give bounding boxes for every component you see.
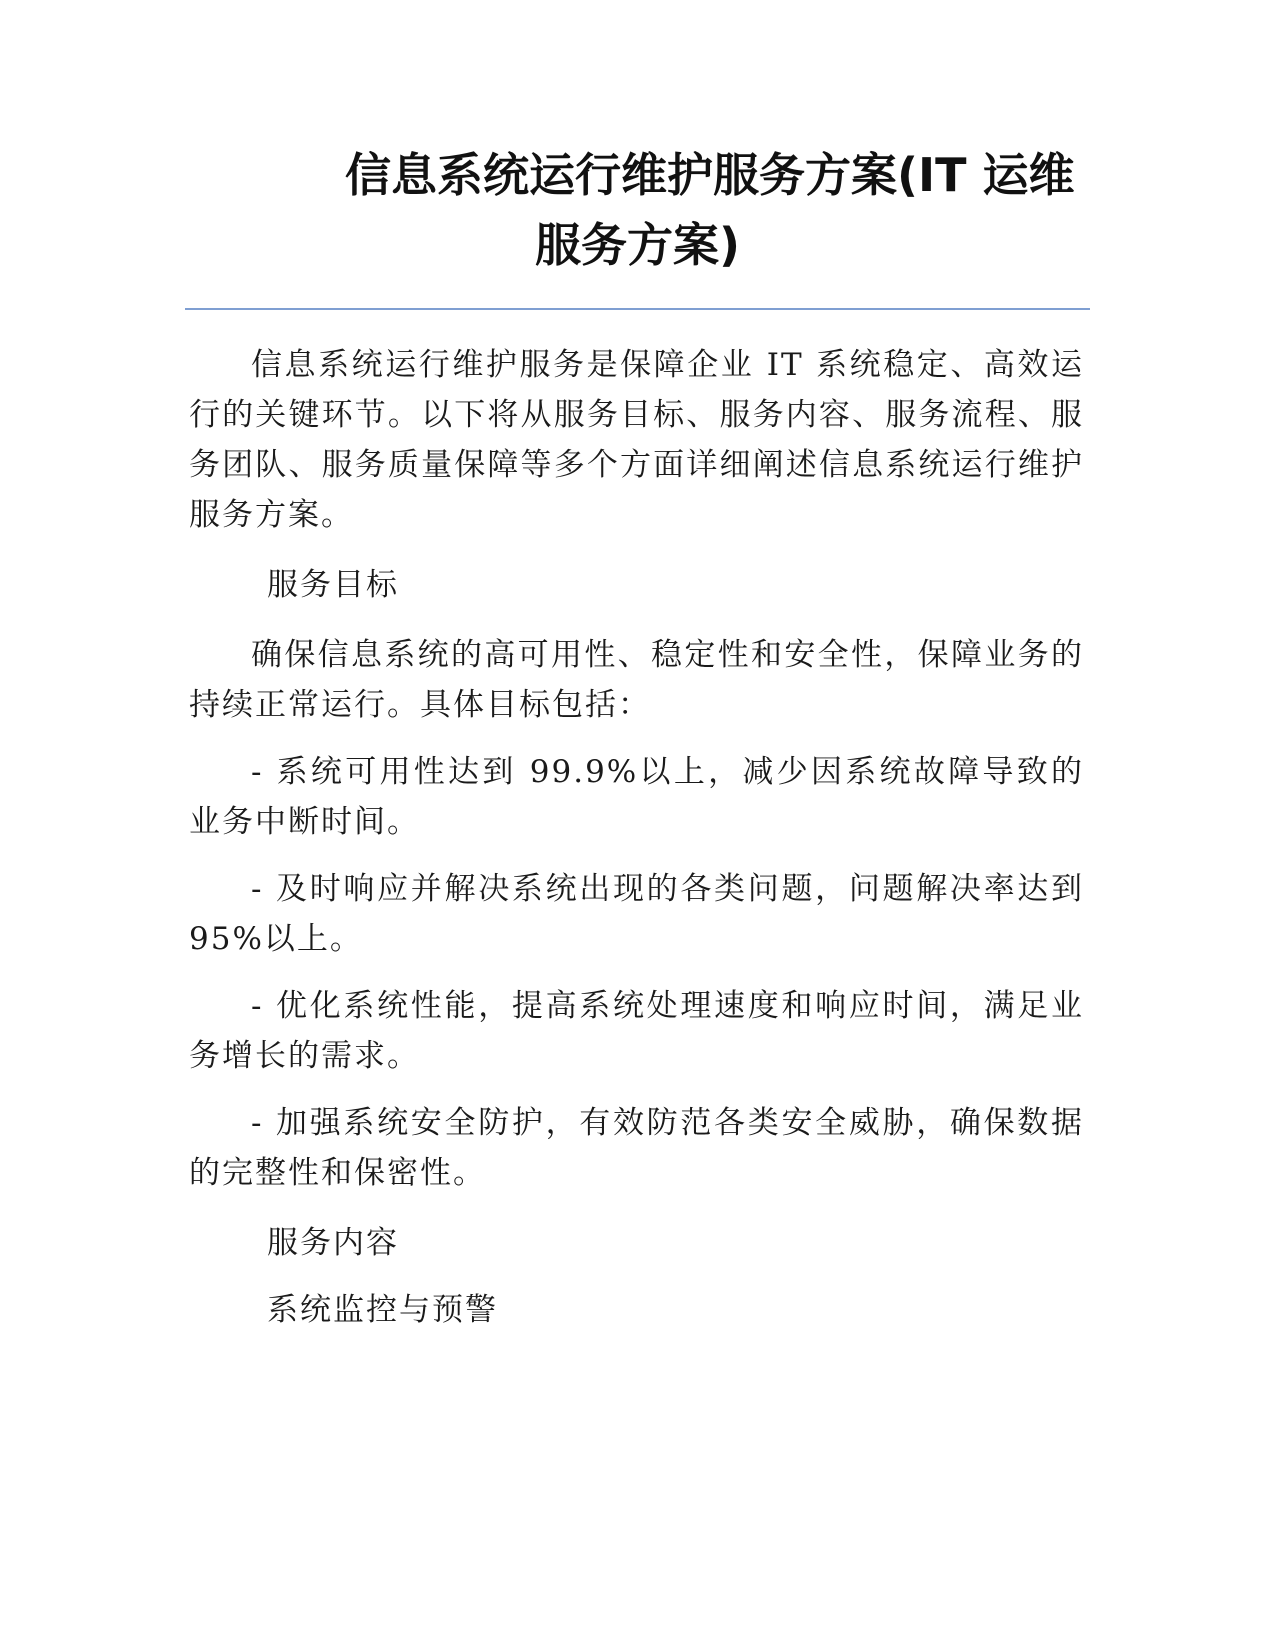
title-divider — [185, 308, 1090, 310]
document-title — [185, 140, 1090, 280]
goal-intro-paragraph: 确保信息系统的高可用性、稳定性和安全性，保障业务的持续正常运行。具体目标包括： — [189, 637, 1084, 723]
title-line-2: 服务方案) — [534, 218, 741, 272]
title-line-1: 信息系统运行维护服务方案(IT 运维 — [345, 148, 1075, 202]
document-body — [189, 340, 1084, 1335]
section-heading-goal: 服务目标 — [267, 567, 399, 603]
subsection-heading-monitoring: 系统监控与预警 — [267, 1292, 498, 1328]
goal-item-2: - 及时响应并解决系统出现的各类问题，问题解决率达到95%以上。 — [189, 871, 1084, 957]
intro-paragraph: 信息系统运行维护服务是保障企业 IT 系统稳定、高效运行的关键环节。以下将从服务目标、服务内容、服务流程、服务团队、服务质量保障等多个方面详细阐述信息系统运行维护服务方案。 — [189, 347, 1084, 533]
goal-item-4: - 加强系统安全防护，有效防范各类安全威胁，确保数据的完整性和保密性。 — [189, 1105, 1084, 1191]
goal-item-3: - 优化系统性能，提高系统处理速度和响应时间，满足业务增长的需求。 — [189, 988, 1084, 1074]
goal-item-1: - 系统可用性达到 99.9%以上，减少因系统故障导致的业务中断时间。 — [189, 754, 1084, 840]
section-heading-content: 服务内容 — [267, 1225, 399, 1261]
